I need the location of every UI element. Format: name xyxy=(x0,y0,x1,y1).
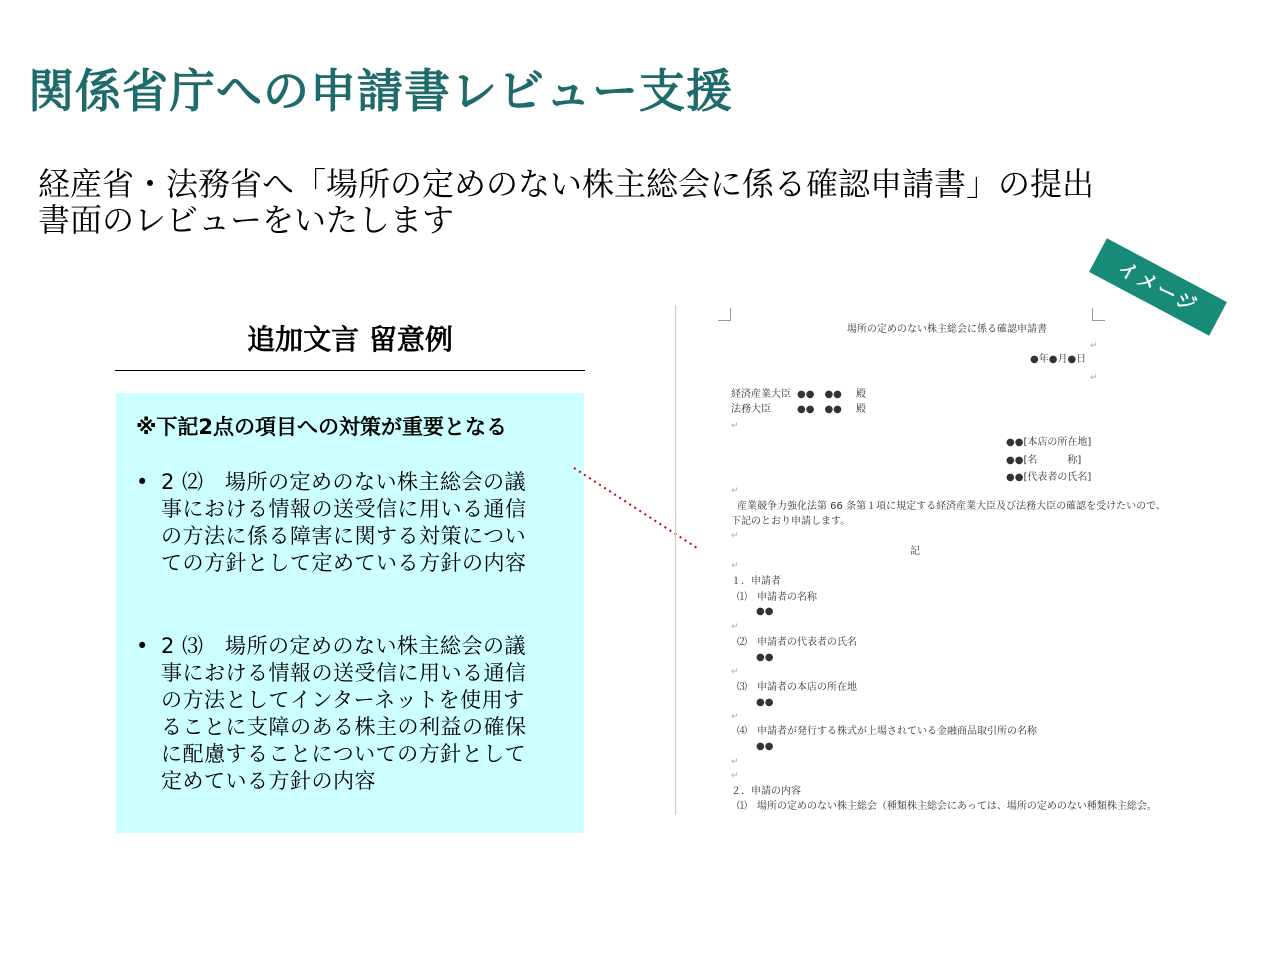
form-honorific-1: 殿 xyxy=(856,389,866,400)
form-dots: ●● xyxy=(756,606,774,617)
form-item-1-2: ⑵ 申請者の代表者の氏名 xyxy=(737,637,857,648)
note-line: ての方針として定めている方針の内容 xyxy=(161,551,527,575)
section-heading: 追加文言 留意例 xyxy=(247,323,453,356)
note-line: 2 ⑵ 場所の定めのない株主総会の議 xyxy=(161,470,527,494)
return-mark-icon: ↵ xyxy=(731,757,739,767)
note-line: 定めている方針の内容 xyxy=(161,769,376,793)
page-title: 関係省庁への申請書レビュー支援 xyxy=(28,64,733,118)
return-mark-icon: ↵ xyxy=(731,561,739,571)
page-corner-mark-right xyxy=(1092,308,1105,321)
form-sender-name: ●●[名 称] xyxy=(1006,455,1082,466)
bullet-icon: • xyxy=(136,634,149,658)
note-line: 事における情報の送受信に用いる通信 xyxy=(161,497,527,521)
return-mark-icon: ↵ xyxy=(1090,373,1098,383)
form-item-2-1: ⑴ 場所の定めのない株主総会（種類株主総会にあっては、場所の定めのない種類株主総会。 xyxy=(737,801,1157,812)
subtitle-line-1: 経産省・法務省へ「場所の定めのない株主総会に係る確認申請書」の提出 xyxy=(38,165,1095,203)
page-corner-mark-left xyxy=(718,308,731,321)
note-line: の方法としてインターネットを使用す xyxy=(161,688,525,712)
form-addressee-2-name: ●● ●● xyxy=(797,404,842,415)
form-body-line-2: 下記のとおり申請します。 xyxy=(731,516,851,527)
form-sender-address: ●●[本店の所在地] xyxy=(1006,437,1092,448)
form-dots: ●● xyxy=(756,652,774,663)
form-date: ●年●月●日 xyxy=(1030,354,1087,365)
form-addressee-2: 法務大臣 xyxy=(731,404,771,415)
bullet-icon: • xyxy=(136,470,149,494)
form-dots: ●● xyxy=(756,697,774,708)
form-section-1: １．申請者 xyxy=(731,576,781,587)
form-body-line-1: 産業競争力強化法第 66 条第１項に規定する経済産業大臣及び法務大臣の確認を受けたいので、 xyxy=(737,501,1166,512)
note-line: ることに支障のある株主の利益の確保 xyxy=(161,715,527,739)
note-line: の方法に係る障害に関する対策につい xyxy=(161,524,527,548)
form-addressee-1-name: ●● ●● xyxy=(797,389,842,400)
form-ki: 記 xyxy=(910,546,920,557)
return-mark-icon: ↵ xyxy=(731,667,739,677)
form-item-1-3: ⑶ 申請者の本店の所在地 xyxy=(737,682,857,693)
return-mark-icon: ↵ xyxy=(731,771,739,781)
note-line: 事における情報の送受信に用いる通信 xyxy=(161,661,527,685)
return-mark-icon: ↵ xyxy=(731,622,739,632)
return-mark-icon: ↵ xyxy=(731,531,739,541)
form-title: 場所の定めのない株主総会に係る確認申請書 xyxy=(847,324,1047,335)
return-mark-icon: ↵ xyxy=(731,712,739,722)
note-line: に配慮することについての方針として xyxy=(161,742,527,766)
connector-line xyxy=(574,468,697,548)
note-line: 2 ⑶ 場所の定めのない株主総会の議 xyxy=(161,634,527,658)
form-item-1-1: ⑴ 申請者の名称 xyxy=(737,592,817,603)
note-lead: ※下記2点の項目への対策が重要となる xyxy=(136,415,508,439)
form-addressee-1: 経済産業大臣 xyxy=(731,389,791,400)
return-mark-icon: ↵ xyxy=(1090,341,1098,351)
subtitle-line-2: 書面のレビューをいたします xyxy=(38,201,455,239)
form-section-2: ２．申請の内容 xyxy=(731,786,801,797)
return-mark-icon: ↵ xyxy=(731,421,739,431)
image-badge: イメージ xyxy=(1089,238,1227,335)
document-edge xyxy=(675,305,676,815)
form-dots: ●● xyxy=(756,741,774,752)
form-honorific-2: 殿 xyxy=(856,404,866,415)
form-sender-representative: ●●[代表者の氏名] xyxy=(1006,472,1092,483)
form-item-1-4: ⑷ 申請者が発行する株式が上場されている金融商品取引所の名称 xyxy=(737,726,1037,737)
return-mark-icon: ↵ xyxy=(731,486,739,496)
